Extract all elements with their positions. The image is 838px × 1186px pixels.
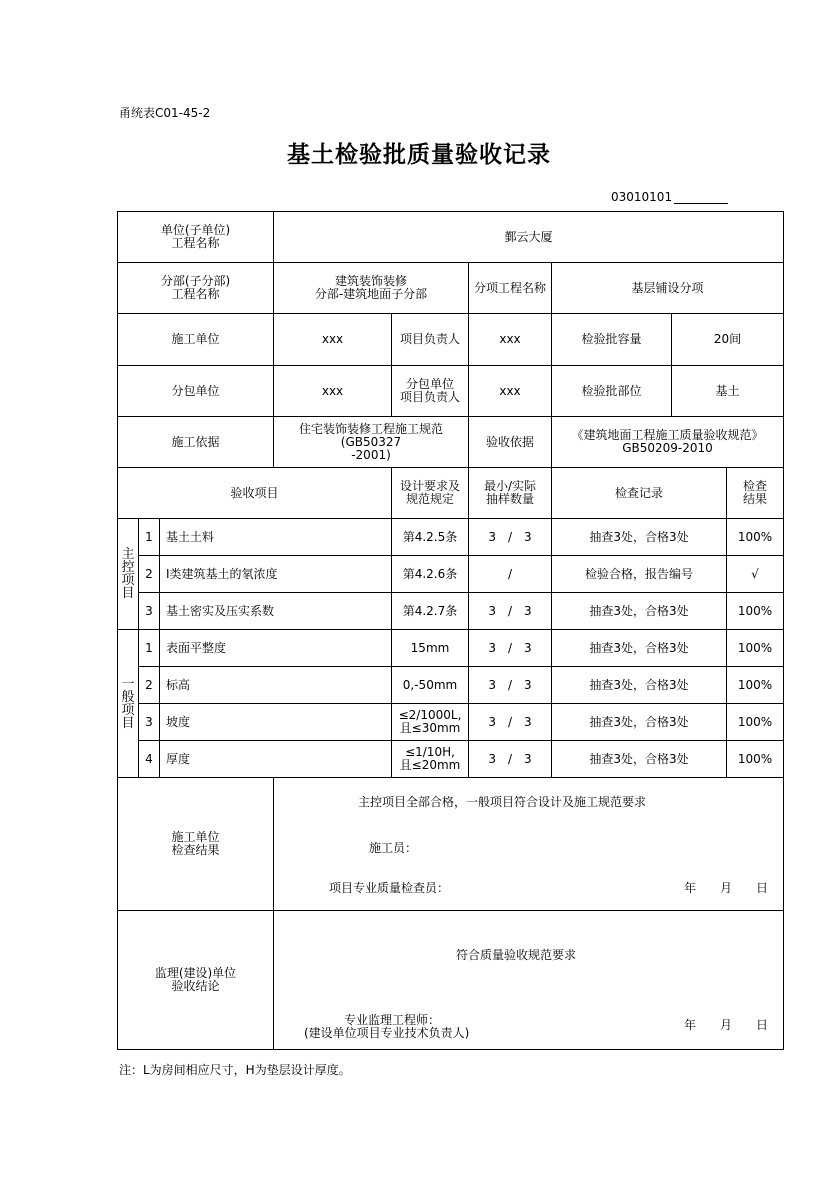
item-no: 2: [139, 556, 160, 593]
row-division: [118, 263, 784, 314]
supervisor-conclusion: 符合质量验收规范要求: [456, 948, 577, 962]
serial-underline: [674, 191, 728, 204]
serial-number: [611, 190, 728, 204]
acceptance-basis-value-cell: 《建筑地面工程施工质量验收规范》 GB50209-2010: [552, 417, 784, 468]
serial-value: 03010101: [611, 190, 673, 204]
table-row: [118, 667, 784, 704]
item-record: 抽查3处，合格3处: [552, 630, 727, 667]
sub-pm-label-cell: 分包单位 项目负责人: [392, 366, 469, 417]
acceptance-basis-label: 验收依据: [469, 417, 552, 468]
footnote: 注：L为房间相应尺寸，H为垫层设计厚度。: [119, 1063, 351, 1077]
item-record: 检验合格，报告编号: [552, 556, 727, 593]
item-no: 3: [139, 593, 160, 630]
item-spec: 第4.2.5条: [392, 519, 469, 556]
row-contractor-check: [118, 778, 784, 911]
item-sample: /: [469, 556, 552, 593]
item-name: 表面平整度: [160, 630, 392, 667]
division-value-cell: 建筑装饰装修 分部-建筑地面子分部: [274, 263, 469, 314]
basis-value-cell: 住宅装饰装修工程施工规范(GB50327 -2001): [274, 417, 469, 468]
basis-label: 施工依据: [118, 417, 274, 468]
row-unit: [118, 212, 784, 263]
item-spec: ≤2/1000L, 且≤30mm: [392, 704, 469, 741]
item-no: 4: [139, 741, 160, 778]
item-sample: 3 / 3: [469, 630, 552, 667]
table-row: [118, 741, 784, 778]
table-row: [118, 556, 784, 593]
col-design-header: 设计要求及 规范规定: [392, 468, 469, 519]
page-title: 基土检验批质量验收记录: [287, 142, 551, 168]
capacity-value: 20间: [672, 314, 784, 366]
item-spec: 15mm: [392, 630, 469, 667]
worker-signature-label: 施工员：: [369, 841, 418, 855]
item-no: 3: [139, 704, 160, 741]
supervisor-date: 年 月 日: [684, 1018, 769, 1032]
table-row: [118, 519, 784, 556]
item-name: 基土密实及压实系数: [160, 593, 392, 630]
subcontractor-value: xxx: [274, 366, 392, 417]
item-spec: ≤1/10H, 且≤20mm: [392, 741, 469, 778]
row-supervisor-check: [118, 911, 784, 1050]
division-label-cell: 分部(子分部) 工程名称: [118, 263, 274, 314]
item-sample: 3 / 3: [469, 741, 552, 778]
item-result: 100%: [727, 667, 784, 704]
capacity-label: 检验批容量: [552, 314, 672, 366]
table-row: [118, 704, 784, 741]
unit-label-cell: 单位(子单位) 工程名称: [118, 212, 274, 263]
contractor-conclusion: 主控项目全部合格，一般项目符合设计及施工规范要求: [358, 795, 647, 809]
item-spec: 第4.2.6条: [392, 556, 469, 593]
subitem-value: 基层铺设分项: [552, 263, 784, 314]
contractor-label: 施工单位: [118, 314, 274, 366]
contractor-value: xxx: [274, 314, 392, 366]
col-record-header: 检查记录: [552, 468, 727, 519]
item-record: 抽查3处，合格3处: [552, 667, 727, 704]
subcontractor-label: 分包单位: [118, 366, 274, 417]
inspection-form-table: [117, 211, 784, 1050]
item-sample: 3 / 3: [469, 593, 552, 630]
item-sample: 3 / 3: [469, 667, 552, 704]
subitem-label: 分项工程名称: [469, 263, 552, 314]
item-result: 100%: [727, 630, 784, 667]
contractor-check-label: 施工单位 检查结果: [118, 778, 274, 911]
item-result: 100%: [727, 704, 784, 741]
item-record: 抽查3处，合格3处: [552, 741, 727, 778]
form-code: 甬统表C01-45-2: [119, 106, 211, 120]
owner-rep-signature-label: (建设单位项目专业技术负责人): [304, 1026, 470, 1040]
item-name: 坡度: [160, 704, 392, 741]
engineer-signature-label: 专业监理工程师：: [344, 1013, 441, 1027]
unit-value: 鄞云大厦: [274, 212, 784, 263]
pm-label: 项目负责人: [392, 314, 469, 366]
item-record: 抽查3处，合格3处: [552, 593, 727, 630]
item-spec: 0,-50mm: [392, 667, 469, 704]
row-subcontractor: [118, 366, 784, 417]
item-name: Ⅰ类建筑基土的氡浓度: [160, 556, 392, 593]
item-result: 100%: [727, 519, 784, 556]
col-item-header: 验收项目: [118, 468, 392, 519]
table-row: [118, 593, 784, 630]
col-result-header: 检查 结果: [727, 468, 784, 519]
item-no: 1: [139, 519, 160, 556]
row-column-headers: [118, 468, 784, 519]
location-label: 检验批部位: [552, 366, 672, 417]
contractor-check-area: [274, 778, 784, 911]
item-sample: 3 / 3: [469, 704, 552, 741]
item-name: 厚度: [160, 741, 392, 778]
general-group-label: 一 般 项 目: [118, 630, 139, 778]
inspector-signature-label: 项目专业质量检查员：: [329, 881, 450, 895]
item-name: 基土土料: [160, 519, 392, 556]
row-basis: [118, 417, 784, 468]
item-record: 抽查3处，合格3处: [552, 704, 727, 741]
item-record: 抽查3处，合格3处: [552, 519, 727, 556]
main-group-label: 主 控 项 目: [118, 519, 139, 630]
supervisor-check-area: [274, 911, 784, 1050]
location-value: 基土: [672, 366, 784, 417]
item-spec: 第4.2.7条: [392, 593, 469, 630]
row-contractor: [118, 314, 784, 366]
supervisor-check-label: 监理(建设)单位 验收结论: [118, 911, 274, 1050]
item-no: 2: [139, 667, 160, 704]
table-row: [118, 630, 784, 667]
col-sample-header: 最小/实际 抽样数量: [469, 468, 552, 519]
item-sample: 3 / 3: [469, 519, 552, 556]
sub-pm-value: xxx: [469, 366, 552, 417]
item-no: 1: [139, 630, 160, 667]
item-result: 100%: [727, 741, 784, 778]
item-result: 100%: [727, 593, 784, 630]
item-result: √: [727, 556, 784, 593]
contractor-date: 年 月 日: [684, 881, 769, 895]
pm-value: xxx: [469, 314, 552, 366]
item-name: 标高: [160, 667, 392, 704]
